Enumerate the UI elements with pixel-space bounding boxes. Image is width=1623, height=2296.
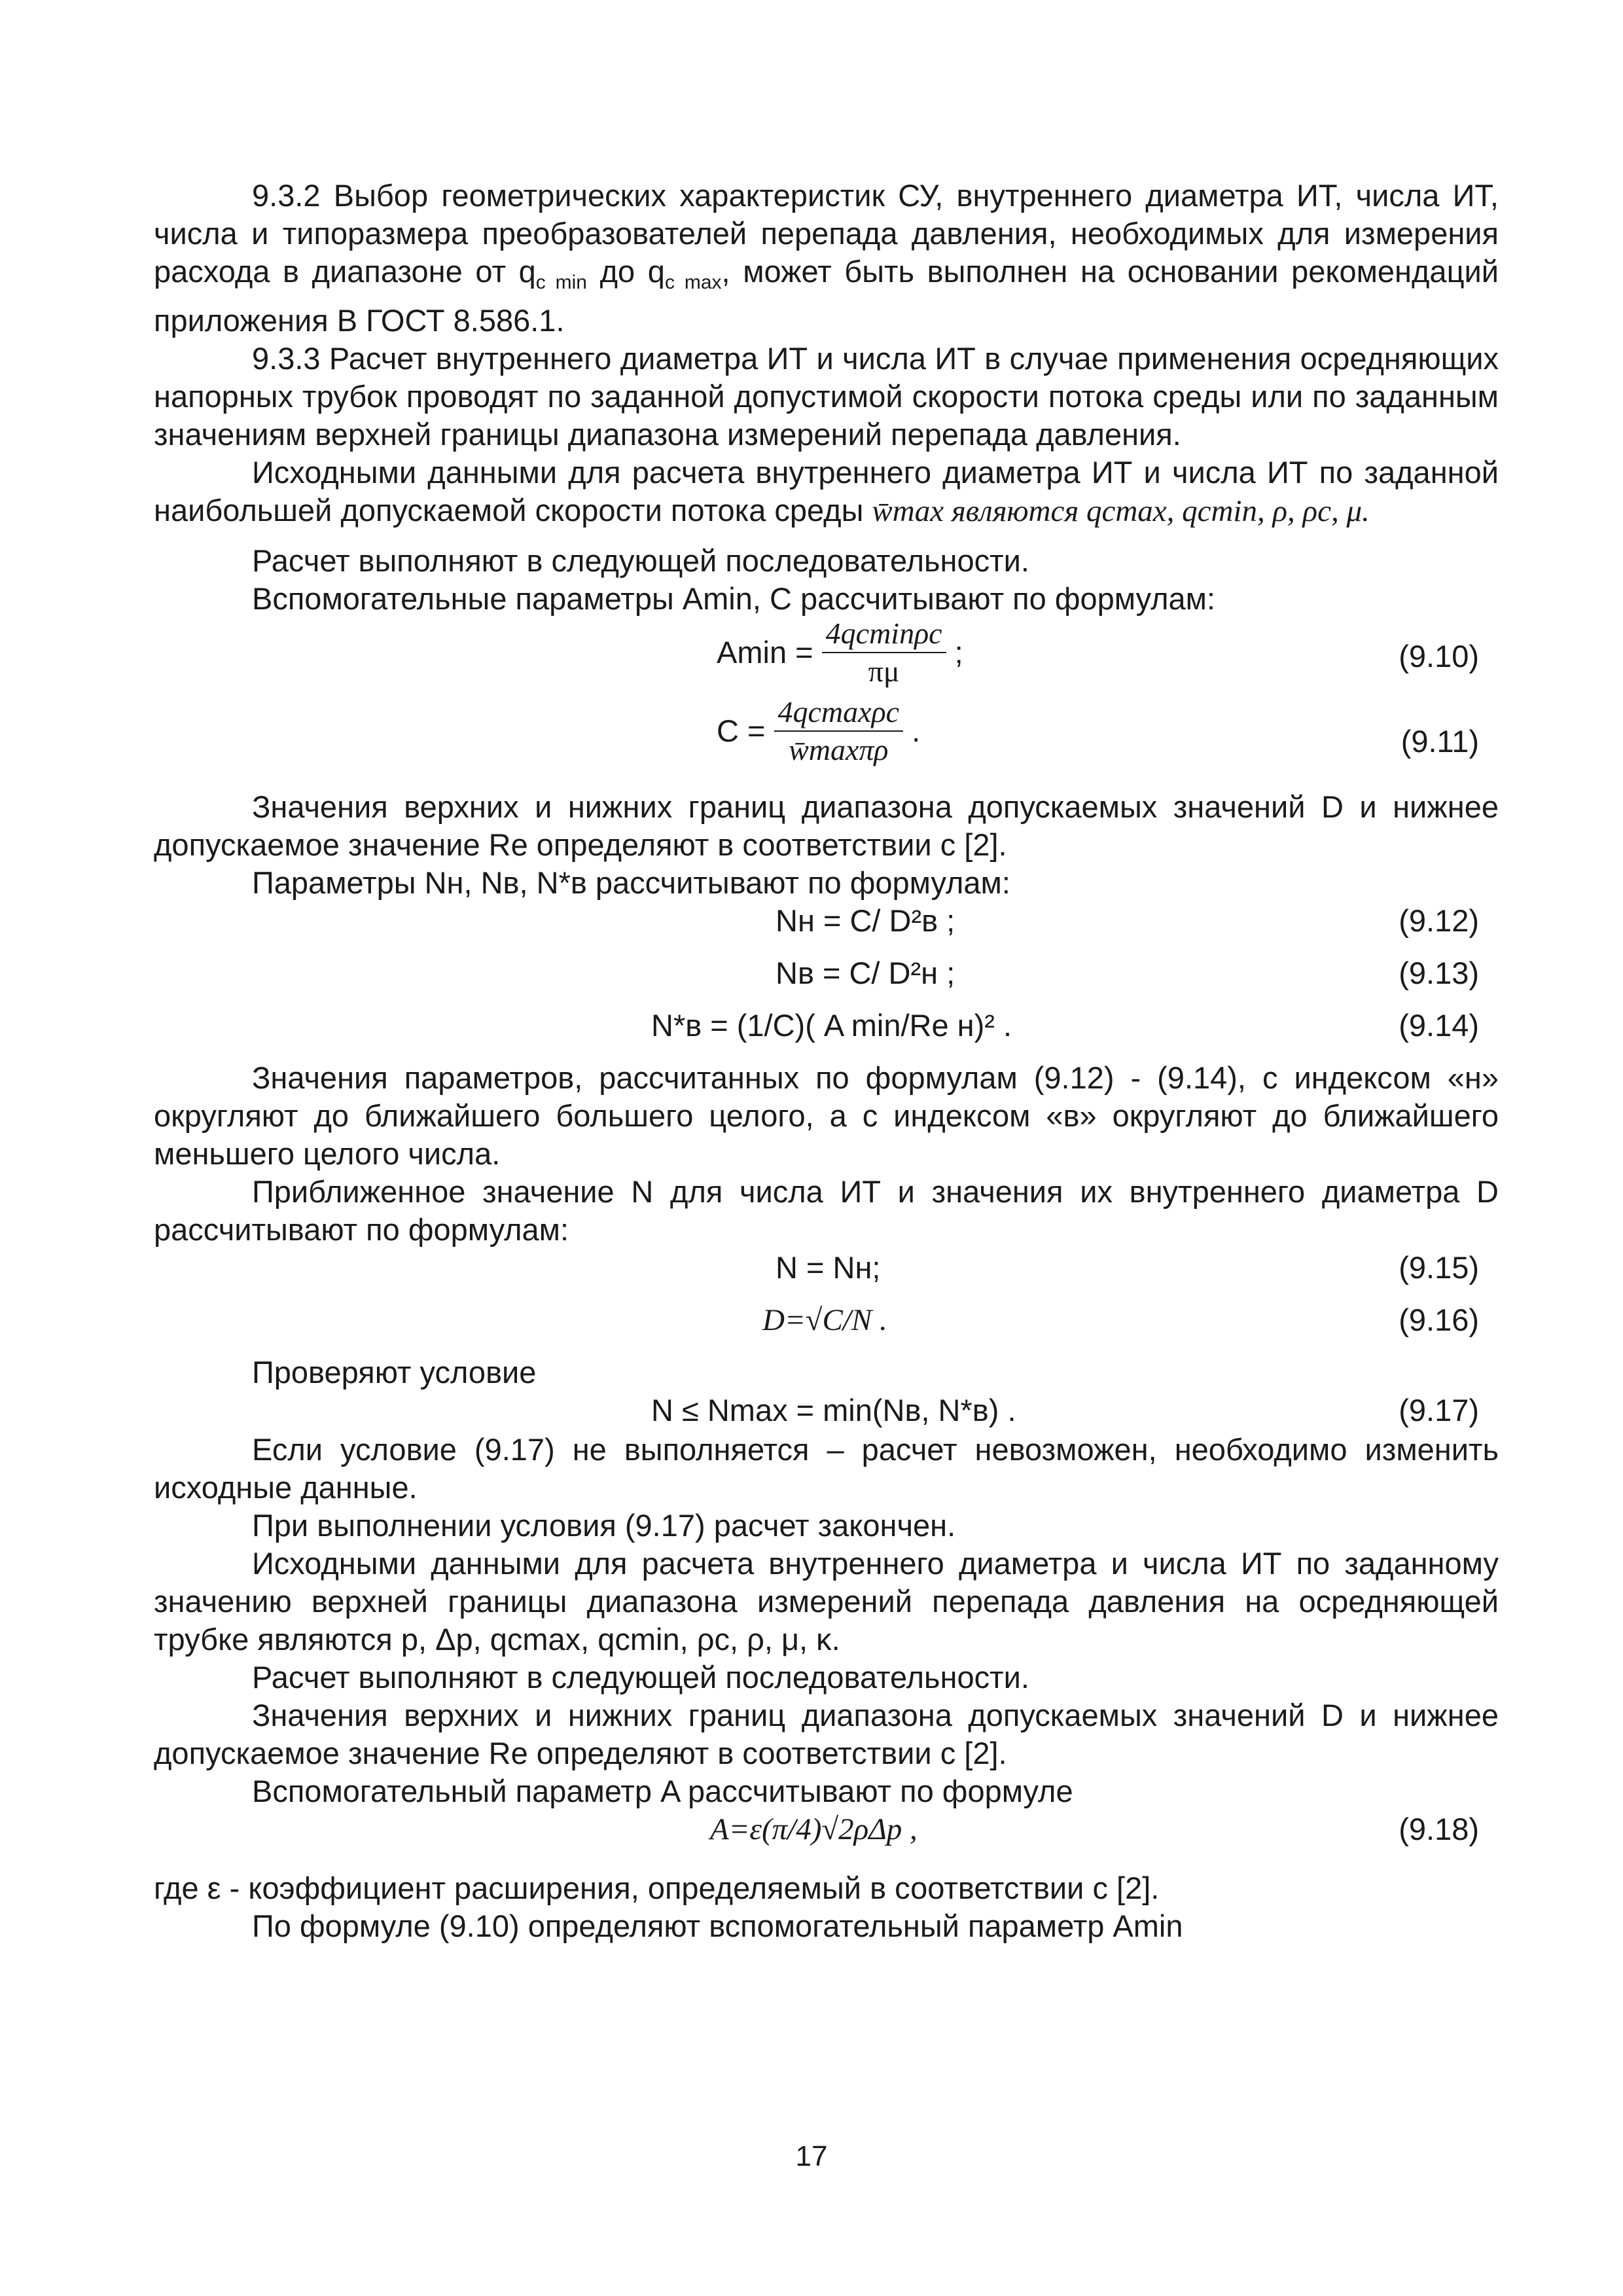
input-variables: w̄max являются qcmax, qcmin, ρ, ρc, μ. xyxy=(872,494,1370,528)
formula-9-12: Nн = C/ D²в ; (9.12) xyxy=(776,903,1479,938)
paragraph-sequence: Расчет выполняют в следующей последовательности. xyxy=(252,543,1029,578)
fraction-amin: $\frac{4qcmin\rho c}{\pi\mu}$ xyxy=(822,618,946,687)
paragraph-approx: Приближенное значение N для числа ИТ и значения их внутреннего диаметра D рассчитывают по формулам: xyxy=(154,1174,1499,1247)
formula-label: (9.11) xyxy=(1400,724,1479,759)
paragraph-bounds: Значения верхних и нижних границ диапазона допускаемых значений D и нижнее допускаемое значение Re определяют в соответствии с [2]. xyxy=(154,789,1499,862)
paragraph-rounding: Значения параметров, рассчитанных по формулам (9.12) - (9.14), с индексом «н» округляют до ближайшего большего целого, а с индексом «в» округляют до ближайшего меньшего целого числа. xyxy=(154,1060,1499,1171)
formula-9-11: C = $\frac{4qcmax\rho c}{w̄\max\pi\rho}$ . (9.11) xyxy=(717,695,1479,766)
formula-9-14: N*в = (1/C)( A min/Re н)² . (9.14) xyxy=(651,1008,1479,1043)
paragraph-input-data: Исходными данными для расчета внутреннего диаметра ИТ и числа ИТ по заданной наибольшей допускаемой скорости потока среды w̄max являются qcmax, qcmin, ρ, ρc, μ. xyxy=(154,455,1499,528)
formula-9-15: N = Nн; (9.15) xyxy=(776,1250,1479,1285)
formula-label: (9.10) xyxy=(1399,639,1479,673)
document-page xyxy=(154,177,1499,1945)
formula-9-17: N ≤ Nmax = min(Nв, N*в) . (9.17) xyxy=(651,1393,1479,1427)
paragraph-aux-params: Вспомогательные параметры Amin, C рассчитывают по формулам: xyxy=(252,581,1216,616)
paragraph-done: При выполнении условия (9.17) расчет закончен. xyxy=(252,1508,956,1543)
paragraph-check: Проверяют условие xyxy=(252,1355,537,1390)
fraction-c: $\frac{4qcmax\rho c}{w̄\max\pi\rho}$ xyxy=(774,696,904,766)
formula-9-13: Nв = C/ D²н ; (9.13) xyxy=(776,956,1479,990)
paragraph-bounds-2: Значения верхних и нижних границ диапазона допускаемых значений D и нижнее допускаемое значение Re определяют в соответствии с [2]. xyxy=(154,1698,1499,1770)
paragraph-input-data-2: Исходными данными для расчета внутреннего диаметра и числа ИТ по заданному значению верхней границы диапазона измерений перепада давления на осредняющей трубке являются p, Δp, qcmax, qcmin, ρc, ρ, μ, κ. xyxy=(154,1546,1499,1657)
paragraph-9-3-3: 9.3.3 Расчет внутреннего диаметра ИТ и числа ИТ в случае применения осредняющих напорных трубок проводят по заданной допустимой скорости потока среды или по заданным значениям верхней границы диапазона измерений перепада давления. xyxy=(154,341,1499,452)
formula-9-10: Amin = $\frac{4qcmin\rho c}{\pi\mu}$ ; (9.10) xyxy=(717,617,1479,688)
paragraph-9-3-2: 9.3.2 Выбор геометрических характеристик СУ, внутреннего диаметра ИТ, числа ИТ, числа и типоразмера преобразователей перепада давления, необходимых для измерения расхода в диапазоне от $q_{c min}$ до $q_{c max}$, может быть выполнен на основании рекомендаций приложения В ГОСТ 8.586.1. xyxy=(154,178,1499,338)
paragraph-amin: По формуле (9.10) определяют вспомогательный параметр Amin xyxy=(252,1909,1183,1943)
page-number: 17 xyxy=(795,2140,828,2172)
paragraph-sequence-2: Расчет выполняют в следующей последовательности. xyxy=(252,1660,1029,1695)
paragraph-fail: Если условие (9.17) не выполняется – расчет невозможен, необходимо изменить исходные данные. xyxy=(154,1432,1499,1505)
paragraph-epsilon: где ε - коэффициент расширения, определяемый в соответствии с [2]. xyxy=(154,1871,1160,1905)
formula-9-16: D=√C/N . (9.16) xyxy=(762,1302,1479,1337)
formula-9-18: A=ε(π/4)√2ρΔp , (9.18) xyxy=(710,1812,1479,1846)
paragraph-aux-a: Вспомогательный параметр A рассчитывают по формуле xyxy=(252,1774,1073,1808)
paragraph-n-params: Параметры Nн, Nв, N*в рассчитывают по формулам: xyxy=(252,865,1010,900)
